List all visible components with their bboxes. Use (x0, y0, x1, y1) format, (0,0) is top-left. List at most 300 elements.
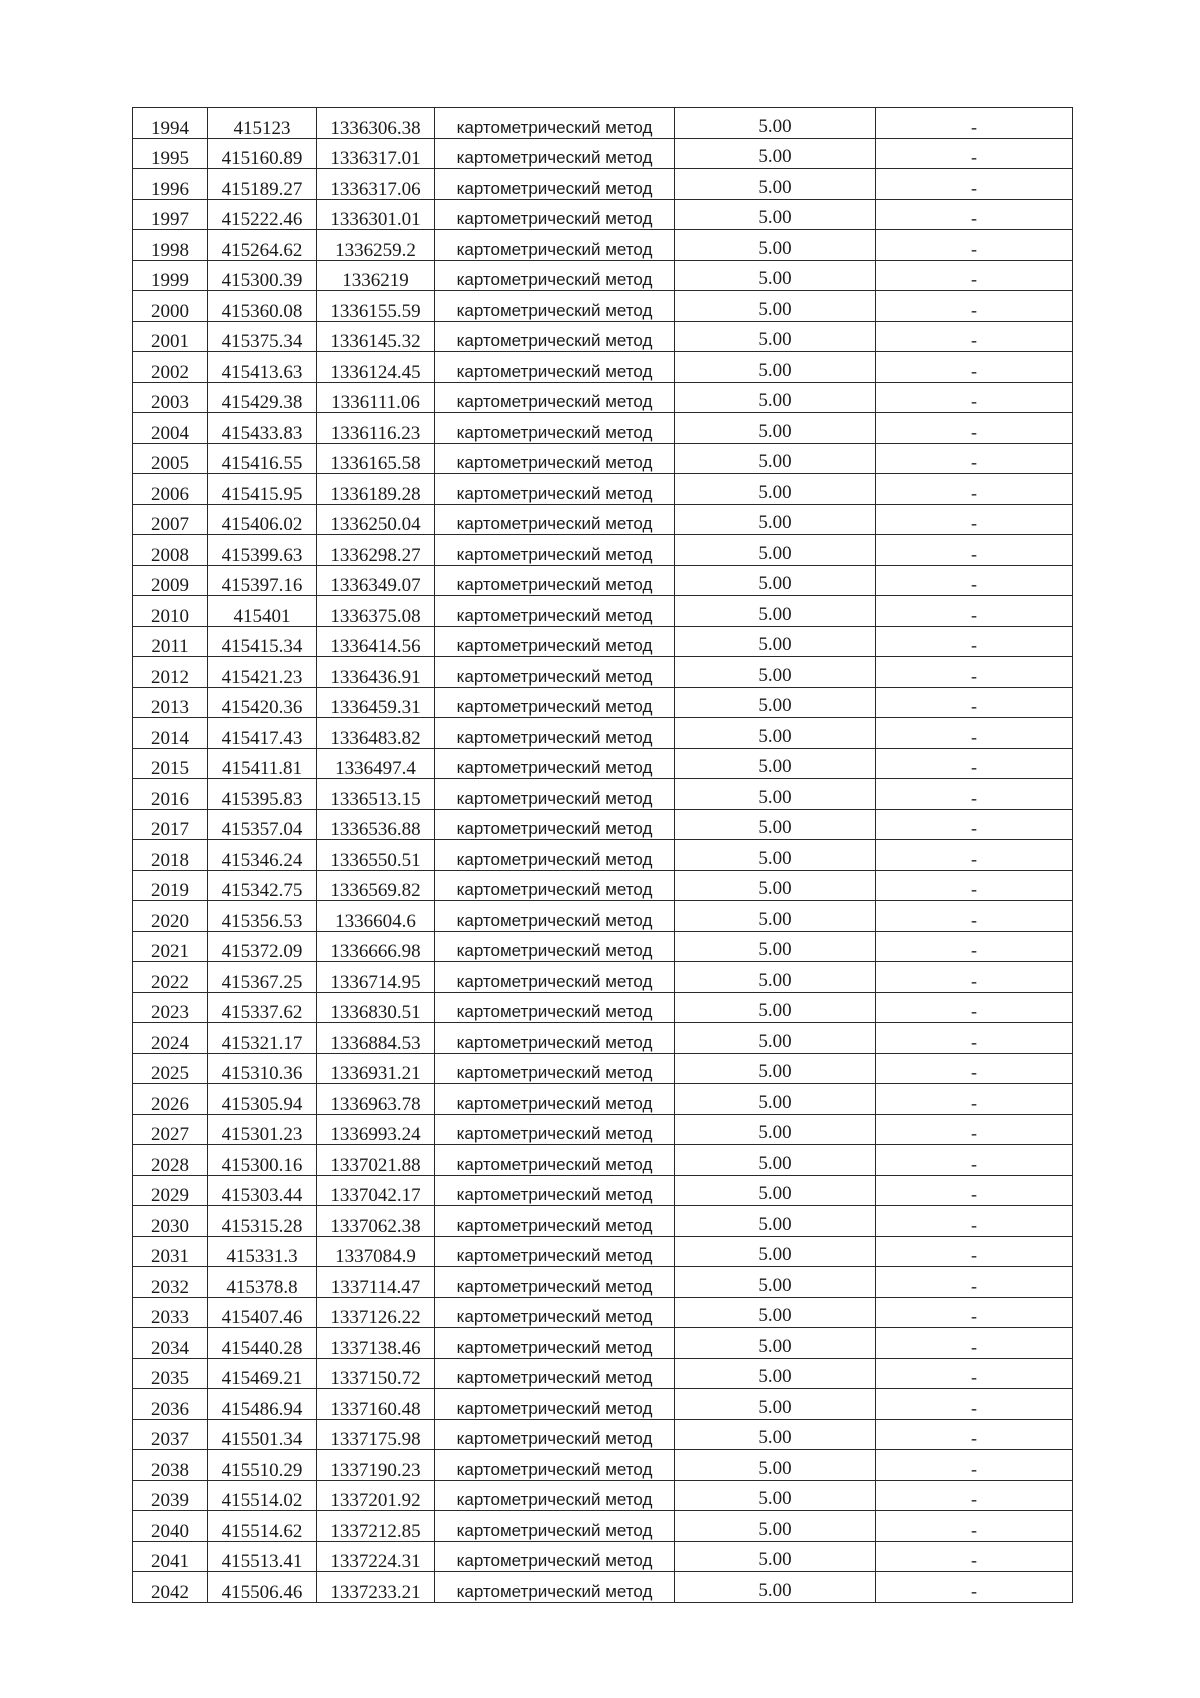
note-cell: - (876, 1389, 1073, 1420)
table-row (133, 1175, 1073, 1206)
table-row (133, 779, 1073, 810)
note-cell: - (876, 1541, 1073, 1572)
y-coordinate-cell: 1337160.48 (317, 1389, 435, 1420)
point-number-cell: 1996 (133, 169, 208, 200)
point-number-cell: 2004 (133, 413, 208, 444)
y-coordinate-cell: 1336459.31 (317, 687, 435, 718)
y-coordinate-cell: 1337224.31 (317, 1541, 435, 1572)
note-cell: - (876, 1175, 1073, 1206)
y-coordinate-cell: 1336189.28 (317, 474, 435, 505)
x-coordinate-cell: 415415.34 (208, 626, 317, 657)
y-coordinate-cell: 1337190.23 (317, 1450, 435, 1481)
y-coordinate-cell: 1336116.23 (317, 413, 435, 444)
method-cell: картометрический метод (435, 1328, 675, 1359)
table-row (133, 1236, 1073, 1267)
method-cell: картометрический метод (435, 1572, 675, 1603)
table-row (133, 626, 1073, 657)
method-cell: картометрический метод (435, 1175, 675, 1206)
point-number-cell: 2013 (133, 687, 208, 718)
accuracy-cell: 5.00 (675, 108, 876, 139)
point-number-cell: 2026 (133, 1084, 208, 1115)
method-cell: картометрический метод (435, 626, 675, 657)
accuracy-cell: 5.00 (675, 413, 876, 444)
table-row (133, 657, 1073, 688)
point-number-cell: 2032 (133, 1267, 208, 1298)
x-coordinate-cell: 415407.46 (208, 1297, 317, 1328)
table-row (133, 504, 1073, 535)
point-number-cell: 2007 (133, 504, 208, 535)
table-row (133, 443, 1073, 474)
point-number-cell: 2039 (133, 1480, 208, 1511)
accuracy-cell: 5.00 (675, 779, 876, 810)
x-coordinate-cell: 415406.02 (208, 504, 317, 535)
x-coordinate-cell: 415417.43 (208, 718, 317, 749)
accuracy-cell: 5.00 (675, 1450, 876, 1481)
accuracy-cell: 5.00 (675, 565, 876, 596)
table-row (133, 230, 1073, 261)
table-row (133, 1480, 1073, 1511)
note-cell: - (876, 718, 1073, 749)
x-coordinate-cell: 415421.23 (208, 657, 317, 688)
y-coordinate-cell: 1337114.47 (317, 1267, 435, 1298)
x-coordinate-cell: 415501.34 (208, 1419, 317, 1450)
x-coordinate-cell: 415123 (208, 108, 317, 139)
x-coordinate-cell: 415372.09 (208, 931, 317, 962)
point-number-cell: 2015 (133, 748, 208, 779)
accuracy-cell: 5.00 (675, 962, 876, 993)
accuracy-cell: 5.00 (675, 1419, 876, 1450)
accuracy-cell: 5.00 (675, 1053, 876, 1084)
method-cell: картометрический метод (435, 321, 675, 352)
point-number-cell: 2020 (133, 901, 208, 932)
method-cell: картометрический метод (435, 504, 675, 535)
x-coordinate-cell: 415440.28 (208, 1328, 317, 1359)
note-cell: - (876, 138, 1073, 169)
point-number-cell: 2040 (133, 1511, 208, 1542)
x-coordinate-cell: 415510.29 (208, 1450, 317, 1481)
x-coordinate-cell: 415305.94 (208, 1084, 317, 1115)
y-coordinate-cell: 1336301.01 (317, 199, 435, 230)
coordinates-table (132, 107, 1073, 1603)
table-row (133, 474, 1073, 505)
y-coordinate-cell: 1336219 (317, 260, 435, 291)
point-number-cell: 2016 (133, 779, 208, 810)
accuracy-cell: 5.00 (675, 230, 876, 261)
table-row (133, 840, 1073, 871)
x-coordinate-cell: 415303.44 (208, 1175, 317, 1206)
method-cell: картометрический метод (435, 596, 675, 627)
accuracy-cell: 5.00 (675, 352, 876, 383)
y-coordinate-cell: 1336375.08 (317, 596, 435, 627)
table-row (133, 1511, 1073, 1542)
accuracy-cell: 5.00 (675, 1236, 876, 1267)
note-cell: - (876, 1358, 1073, 1389)
y-coordinate-cell: 1336145.32 (317, 321, 435, 352)
table-row (133, 1267, 1073, 1298)
table-row (133, 169, 1073, 200)
method-cell: картометрический метод (435, 565, 675, 596)
note-cell: - (876, 626, 1073, 657)
table-row (133, 291, 1073, 322)
note-cell: - (876, 1572, 1073, 1603)
method-cell: картометрический метод (435, 840, 675, 871)
x-coordinate-cell: 415375.34 (208, 321, 317, 352)
accuracy-cell: 5.00 (675, 1297, 876, 1328)
table-row (133, 1450, 1073, 1481)
y-coordinate-cell: 1336536.88 (317, 809, 435, 840)
accuracy-cell: 5.00 (675, 992, 876, 1023)
table-row (133, 931, 1073, 962)
point-number-cell: 1998 (133, 230, 208, 261)
x-coordinate-cell: 415337.62 (208, 992, 317, 1023)
note-cell: - (876, 169, 1073, 200)
table-row (133, 1358, 1073, 1389)
y-coordinate-cell: 1336414.56 (317, 626, 435, 657)
point-number-cell: 2037 (133, 1419, 208, 1450)
method-cell: картометрический метод (435, 1267, 675, 1298)
table-row (133, 718, 1073, 749)
method-cell: картометрический метод (435, 260, 675, 291)
accuracy-cell: 5.00 (675, 1206, 876, 1237)
point-number-cell: 2018 (133, 840, 208, 871)
x-coordinate-cell: 415160.89 (208, 138, 317, 169)
note-cell: - (876, 1328, 1073, 1359)
point-number-cell: 1995 (133, 138, 208, 169)
y-coordinate-cell: 1336155.59 (317, 291, 435, 322)
table-row (133, 1023, 1073, 1054)
method-cell: картометрический метод (435, 535, 675, 566)
note-cell: - (876, 504, 1073, 535)
method-cell: картометрический метод (435, 1145, 675, 1176)
y-coordinate-cell: 1336306.38 (317, 108, 435, 139)
method-cell: картометрический метод (435, 779, 675, 810)
note-cell: - (876, 1023, 1073, 1054)
y-coordinate-cell: 1336931.21 (317, 1053, 435, 1084)
note-cell: - (876, 1114, 1073, 1145)
x-coordinate-cell: 415469.21 (208, 1358, 317, 1389)
point-number-cell: 2017 (133, 809, 208, 840)
note-cell: - (876, 962, 1073, 993)
point-number-cell: 2022 (133, 962, 208, 993)
point-number-cell: 2024 (133, 1023, 208, 1054)
note-cell: - (876, 779, 1073, 810)
method-cell: картометрический метод (435, 870, 675, 901)
accuracy-cell: 5.00 (675, 596, 876, 627)
accuracy-cell: 5.00 (675, 657, 876, 688)
y-coordinate-cell: 1336298.27 (317, 535, 435, 566)
method-cell: картометрический метод (435, 1114, 675, 1145)
accuracy-cell: 5.00 (675, 901, 876, 932)
method-cell: картометрический метод (435, 1541, 675, 1572)
note-cell: - (876, 809, 1073, 840)
x-coordinate-cell: 415357.04 (208, 809, 317, 840)
point-number-cell: 2042 (133, 1572, 208, 1603)
note-cell: - (876, 687, 1073, 718)
table-row (133, 565, 1073, 596)
accuracy-cell: 5.00 (675, 474, 876, 505)
accuracy-cell: 5.00 (675, 1511, 876, 1542)
y-coordinate-cell: 1336349.07 (317, 565, 435, 596)
method-cell: картометрический метод (435, 413, 675, 444)
table-row (133, 809, 1073, 840)
method-cell: картометрический метод (435, 1511, 675, 1542)
method-cell: картометрический метод (435, 138, 675, 169)
y-coordinate-cell: 1337021.88 (317, 1145, 435, 1176)
table-row (133, 108, 1073, 139)
table-row (133, 1084, 1073, 1115)
x-coordinate-cell: 415411.81 (208, 748, 317, 779)
y-coordinate-cell: 1336165.58 (317, 443, 435, 474)
method-cell: картометрический метод (435, 1480, 675, 1511)
point-number-cell: 2023 (133, 992, 208, 1023)
y-coordinate-cell: 1337233.21 (317, 1572, 435, 1603)
y-coordinate-cell: 1336513.15 (317, 779, 435, 810)
accuracy-cell: 5.00 (675, 718, 876, 749)
table-row (133, 1297, 1073, 1328)
point-number-cell: 2005 (133, 443, 208, 474)
point-number-cell: 2031 (133, 1236, 208, 1267)
note-cell: - (876, 535, 1073, 566)
note-cell: - (876, 413, 1073, 444)
table-row (133, 748, 1073, 779)
point-number-cell: 2034 (133, 1328, 208, 1359)
note-cell: - (876, 260, 1073, 291)
y-coordinate-cell: 1336317.06 (317, 169, 435, 200)
y-coordinate-cell: 1336830.51 (317, 992, 435, 1023)
table-row (133, 962, 1073, 993)
accuracy-cell: 5.00 (675, 138, 876, 169)
accuracy-cell: 5.00 (675, 1114, 876, 1145)
point-number-cell: 1999 (133, 260, 208, 291)
table-row (133, 1419, 1073, 1450)
table-row (133, 1206, 1073, 1237)
accuracy-cell: 5.00 (675, 199, 876, 230)
accuracy-cell: 5.00 (675, 840, 876, 871)
point-number-cell: 2000 (133, 291, 208, 322)
method-cell: картометрический метод (435, 1206, 675, 1237)
note-cell: - (876, 565, 1073, 596)
note-cell: - (876, 474, 1073, 505)
point-number-cell: 2036 (133, 1389, 208, 1420)
x-coordinate-cell: 415356.53 (208, 901, 317, 932)
table-row (133, 596, 1073, 627)
x-coordinate-cell: 415301.23 (208, 1114, 317, 1145)
x-coordinate-cell: 415415.95 (208, 474, 317, 505)
x-coordinate-cell: 415420.36 (208, 687, 317, 718)
table-row (133, 992, 1073, 1023)
table-row (133, 382, 1073, 413)
method-cell: картометрический метод (435, 1419, 675, 1450)
note-cell: - (876, 1511, 1073, 1542)
note-cell: - (876, 1053, 1073, 1084)
point-number-cell: 2025 (133, 1053, 208, 1084)
method-cell: картометрический метод (435, 809, 675, 840)
method-cell: картометрический метод (435, 199, 675, 230)
accuracy-cell: 5.00 (675, 870, 876, 901)
x-coordinate-cell: 415413.63 (208, 352, 317, 383)
note-cell: - (876, 1206, 1073, 1237)
note-cell: - (876, 230, 1073, 261)
method-cell: картометрический метод (435, 1084, 675, 1115)
accuracy-cell: 5.00 (675, 1023, 876, 1054)
accuracy-cell: 5.00 (675, 809, 876, 840)
accuracy-cell: 5.00 (675, 1541, 876, 1572)
note-cell: - (876, 840, 1073, 871)
y-coordinate-cell: 1336993.24 (317, 1114, 435, 1145)
note-cell: - (876, 992, 1073, 1023)
method-cell: картометрический метод (435, 1389, 675, 1420)
method-cell: картометрический метод (435, 474, 675, 505)
table-row (133, 321, 1073, 352)
x-coordinate-cell: 415360.08 (208, 291, 317, 322)
method-cell: картометрический метод (435, 1297, 675, 1328)
table-row (133, 1053, 1073, 1084)
note-cell: - (876, 352, 1073, 383)
y-coordinate-cell: 1336483.82 (317, 718, 435, 749)
accuracy-cell: 5.00 (675, 626, 876, 657)
point-number-cell: 1994 (133, 108, 208, 139)
table-row (133, 1572, 1073, 1603)
note-cell: - (876, 1297, 1073, 1328)
y-coordinate-cell: 1336550.51 (317, 840, 435, 871)
point-number-cell: 2011 (133, 626, 208, 657)
x-coordinate-cell: 415331.3 (208, 1236, 317, 1267)
accuracy-cell: 5.00 (675, 504, 876, 535)
note-cell: - (876, 1480, 1073, 1511)
y-coordinate-cell: 1337175.98 (317, 1419, 435, 1450)
accuracy-cell: 5.00 (675, 748, 876, 779)
x-coordinate-cell: 415222.46 (208, 199, 317, 230)
note-cell: - (876, 443, 1073, 474)
point-number-cell: 2001 (133, 321, 208, 352)
accuracy-cell: 5.00 (675, 1267, 876, 1298)
method-cell: картометрический метод (435, 718, 675, 749)
x-coordinate-cell: 415310.36 (208, 1053, 317, 1084)
method-cell: картометрический метод (435, 1053, 675, 1084)
table-row (133, 260, 1073, 291)
method-cell: картометрический метод (435, 1236, 675, 1267)
table-row (133, 1541, 1073, 1572)
table-row (133, 138, 1073, 169)
point-number-cell: 2033 (133, 1297, 208, 1328)
x-coordinate-cell: 415401 (208, 596, 317, 627)
accuracy-cell: 5.00 (675, 535, 876, 566)
x-coordinate-cell: 415342.75 (208, 870, 317, 901)
y-coordinate-cell: 1336259.2 (317, 230, 435, 261)
note-cell: - (876, 1236, 1073, 1267)
accuracy-cell: 5.00 (675, 260, 876, 291)
y-coordinate-cell: 1337150.72 (317, 1358, 435, 1389)
y-coordinate-cell: 1337138.46 (317, 1328, 435, 1359)
x-coordinate-cell: 415189.27 (208, 169, 317, 200)
method-cell: картометрический метод (435, 901, 675, 932)
method-cell: картометрический метод (435, 443, 675, 474)
note-cell: - (876, 199, 1073, 230)
x-coordinate-cell: 415300.16 (208, 1145, 317, 1176)
x-coordinate-cell: 415367.25 (208, 962, 317, 993)
x-coordinate-cell: 415514.02 (208, 1480, 317, 1511)
note-cell: - (876, 382, 1073, 413)
y-coordinate-cell: 1336436.91 (317, 657, 435, 688)
x-coordinate-cell: 415506.46 (208, 1572, 317, 1603)
note-cell: - (876, 870, 1073, 901)
point-number-cell: 2035 (133, 1358, 208, 1389)
accuracy-cell: 5.00 (675, 443, 876, 474)
accuracy-cell: 5.00 (675, 321, 876, 352)
note-cell: - (876, 1450, 1073, 1481)
point-number-cell: 2029 (133, 1175, 208, 1206)
accuracy-cell: 5.00 (675, 931, 876, 962)
accuracy-cell: 5.00 (675, 1480, 876, 1511)
point-number-cell: 2002 (133, 352, 208, 383)
x-coordinate-cell: 415486.94 (208, 1389, 317, 1420)
accuracy-cell: 5.00 (675, 1572, 876, 1603)
x-coordinate-cell: 415321.17 (208, 1023, 317, 1054)
accuracy-cell: 5.00 (675, 1389, 876, 1420)
note-cell: - (876, 748, 1073, 779)
y-coordinate-cell: 1336317.01 (317, 138, 435, 169)
x-coordinate-cell: 415429.38 (208, 382, 317, 413)
table-row (133, 1145, 1073, 1176)
y-coordinate-cell: 1336604.6 (317, 901, 435, 932)
accuracy-cell: 5.00 (675, 1145, 876, 1176)
y-coordinate-cell: 1337126.22 (317, 1297, 435, 1328)
method-cell: картометрический метод (435, 687, 675, 718)
table-row (133, 535, 1073, 566)
accuracy-cell: 5.00 (675, 169, 876, 200)
x-coordinate-cell: 415433.83 (208, 413, 317, 444)
method-cell: картометрический метод (435, 1023, 675, 1054)
x-coordinate-cell: 415399.63 (208, 535, 317, 566)
note-cell: - (876, 321, 1073, 352)
note-cell: - (876, 1084, 1073, 1115)
point-number-cell: 2028 (133, 1145, 208, 1176)
x-coordinate-cell: 415416.55 (208, 443, 317, 474)
point-number-cell: 2041 (133, 1541, 208, 1572)
y-coordinate-cell: 1337201.92 (317, 1480, 435, 1511)
x-coordinate-cell: 415315.28 (208, 1206, 317, 1237)
y-coordinate-cell: 1336569.82 (317, 870, 435, 901)
table-row (133, 1389, 1073, 1420)
method-cell: картометрический метод (435, 931, 675, 962)
method-cell: картометрический метод (435, 1358, 675, 1389)
note-cell: - (876, 657, 1073, 688)
method-cell: картометрический метод (435, 992, 675, 1023)
y-coordinate-cell: 1337042.17 (317, 1175, 435, 1206)
table-body (133, 108, 1073, 1603)
point-number-cell: 2003 (133, 382, 208, 413)
method-cell: картометрический метод (435, 382, 675, 413)
y-coordinate-cell: 1336250.04 (317, 504, 435, 535)
point-number-cell: 2010 (133, 596, 208, 627)
note-cell: - (876, 108, 1073, 139)
note-cell: - (876, 1419, 1073, 1450)
table-row (133, 1114, 1073, 1145)
accuracy-cell: 5.00 (675, 1328, 876, 1359)
point-number-cell: 2014 (133, 718, 208, 749)
x-coordinate-cell: 415378.8 (208, 1267, 317, 1298)
note-cell: - (876, 596, 1073, 627)
y-coordinate-cell: 1337212.85 (317, 1511, 435, 1542)
table-row (133, 687, 1073, 718)
note-cell: - (876, 291, 1073, 322)
note-cell: - (876, 1145, 1073, 1176)
table-row (133, 199, 1073, 230)
point-number-cell: 2019 (133, 870, 208, 901)
table-row (133, 413, 1073, 444)
y-coordinate-cell: 1336884.53 (317, 1023, 435, 1054)
x-coordinate-cell: 415300.39 (208, 260, 317, 291)
